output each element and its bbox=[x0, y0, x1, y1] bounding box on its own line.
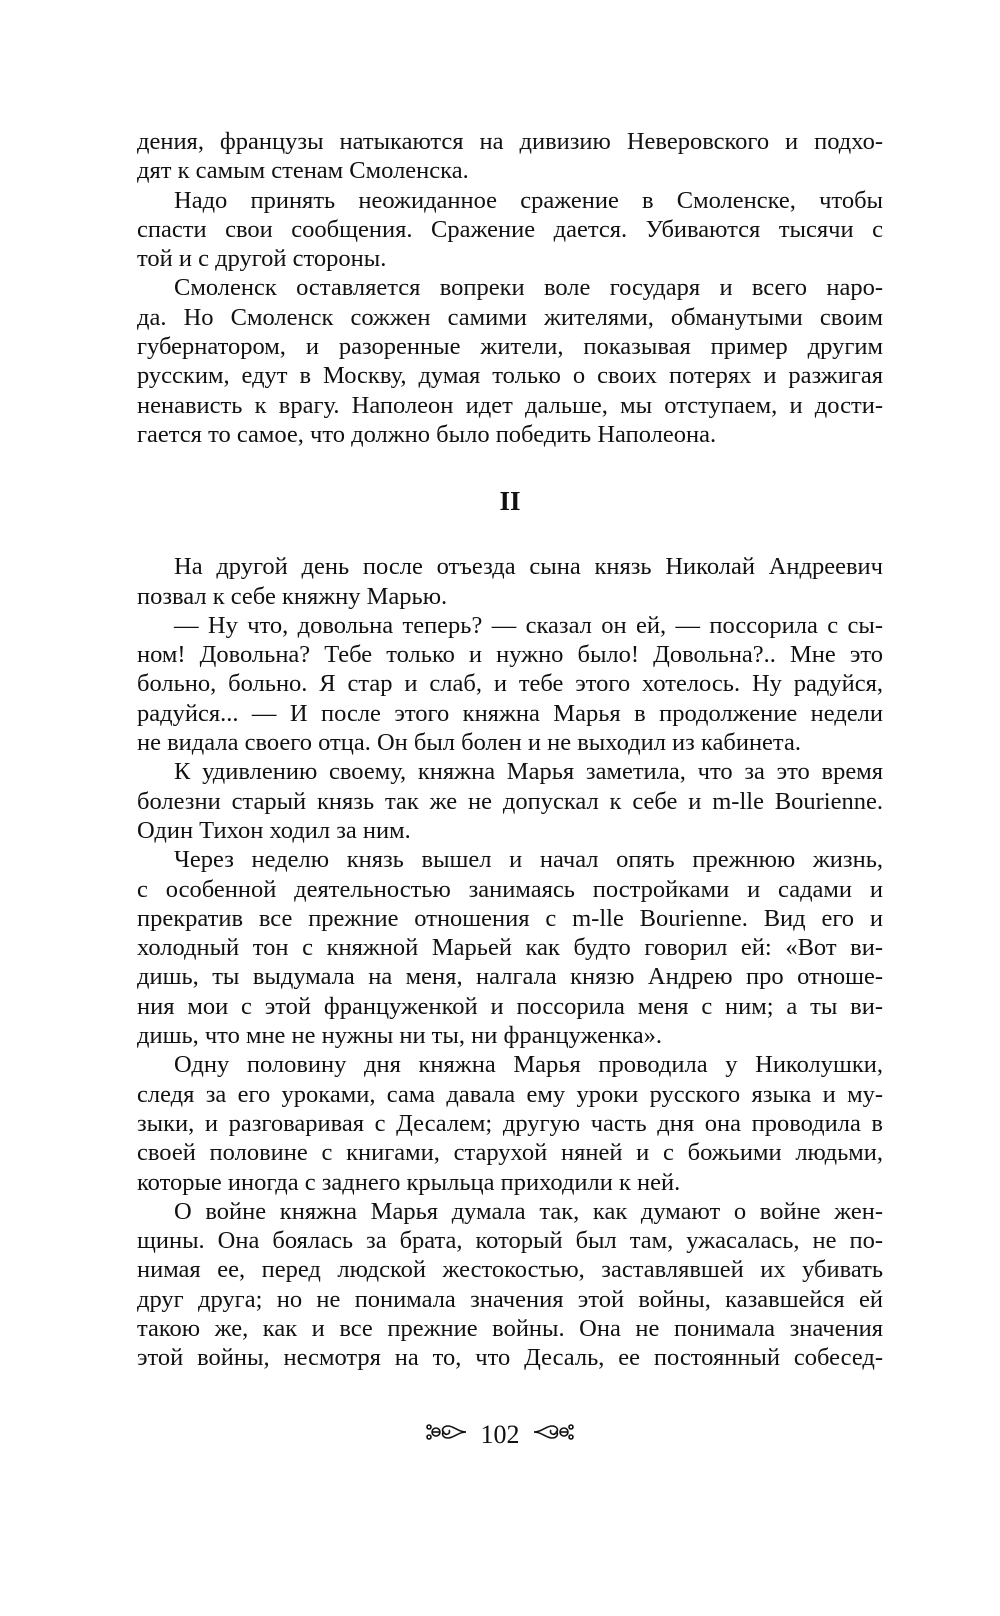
text-line: не видала своего отца. Он был болен и не выходил из кабинета. bbox=[137, 729, 801, 757]
text-line: — Ну что, довольна теперь? — сказал он ей, — поссорила с сы- bbox=[174, 611, 883, 639]
text-line: гается то самое, что должно было победить Наполеона. bbox=[137, 420, 717, 448]
text-line: дишь, что мне не нужны ни ты, ни француженка». bbox=[137, 1022, 662, 1050]
bottom-section bbox=[137, 552, 883, 1372]
text-line: ния мои с этой француженкой и поссорила меня с ним; а ты ви- bbox=[137, 992, 883, 1020]
text-line: своей половине с книгами, старухой няней и с божьими людьми, bbox=[137, 1139, 883, 1167]
text-line: да. Но Смоленск сожжен самими жителями, обманутыми своим bbox=[137, 303, 883, 331]
paragraph bbox=[137, 273, 883, 449]
text-line: спасти свои сообщения. Сражение дается. Убиваются тысячи с bbox=[137, 215, 883, 243]
text-line: дят к самым стенам Смоленска. bbox=[137, 157, 469, 185]
paragraph bbox=[137, 845, 883, 1050]
text-line: Через неделю князь вышел и начал опять прежнюю жизнь, bbox=[174, 846, 883, 874]
text-line: холодный тон с княжной Марьей как будто говорил ей: «Вот ви- bbox=[137, 934, 883, 962]
text-line: позвал к себе княжну Марью. bbox=[137, 582, 448, 610]
paragraph bbox=[137, 757, 883, 845]
page-footer bbox=[0, 1418, 1000, 1451]
paragraph bbox=[137, 127, 883, 186]
text-line: ном! Довольна? Тебе только и нужно было! Довольна?.. Мне это bbox=[137, 641, 883, 669]
text-line: той и с другой стороны. bbox=[137, 245, 387, 273]
text-line: нимая ее, перед людской жестокостью, заставлявшей их убивать bbox=[137, 1256, 883, 1284]
text-line: щины. Она боялась за брата, который был там, ужасалась, не по- bbox=[137, 1227, 883, 1255]
text-line: друг друга; но не понимала значения этой войны, казавшейся ей bbox=[137, 1285, 883, 1313]
chapter-heading: II bbox=[499, 486, 521, 517]
paragraph bbox=[137, 1050, 883, 1196]
paragraph bbox=[137, 552, 883, 611]
text-line: больно, больно. Я стар и слаб, и тебе этого хотелось. Ну радуйся, bbox=[137, 670, 883, 698]
text-line: дишь, ты выдумала на меня, налгала князю Андрею про отноше- bbox=[137, 963, 883, 991]
text-line: русским, едут в Москву, думая только о своих потерях и разжигая bbox=[137, 362, 883, 390]
text-line: такою же, как и все прежние войны. Она не понимала значения bbox=[137, 1314, 883, 1342]
text-line: Надо принять неожиданное сражение в Смоленске, чтобы bbox=[174, 186, 883, 214]
text-line: зыки, и разговаривая с Десалем; другую часть дня она проводила в bbox=[137, 1109, 883, 1137]
text-line: Одну половину дня княжна Марья проводила у Николушки, bbox=[174, 1051, 883, 1079]
text-line: К удивлению своему, княжна Марья заметила, что за это время bbox=[174, 758, 883, 786]
text-line: На другой день после отъезда сына князь Николай Андреевич bbox=[174, 553, 883, 581]
paragraph bbox=[137, 186, 883, 274]
text-line: ненависть к врагу. Наполеон идет дальше, мы отступаем, и дости- bbox=[137, 391, 883, 419]
ornament-right-icon bbox=[532, 1420, 576, 1451]
top-section bbox=[137, 127, 883, 449]
text-line: которые иногда с заднего крыльца приходили к ней. bbox=[137, 1168, 681, 1196]
paragraph bbox=[137, 611, 883, 757]
text-line: радуйся... — И после этого княжна Марья в продолжение недели bbox=[137, 699, 883, 727]
page-text bbox=[137, 127, 883, 1373]
paragraph bbox=[137, 1197, 883, 1373]
text-line: прекратив все прежние отношения с m-lle Bourienne. Вид его и bbox=[137, 904, 883, 932]
text-line: с особенной деятельностью занимаясь постройками и садами и bbox=[137, 875, 883, 903]
text-line: дения, французы натыкаются на дивизию Неверовского и подхо- bbox=[137, 128, 883, 155]
ornament-left-icon bbox=[424, 1420, 468, 1451]
text-line: Смоленск оставляется вопреки воле государя и всего наро- bbox=[174, 274, 883, 302]
text-line: О войне княжна Марья думала так, как думают о войне жен- bbox=[174, 1197, 883, 1225]
text-line: губернатором, и разоренные жители, показывая пример другим bbox=[137, 333, 883, 361]
text-line: болезни старый князь так же не допускал к себе и m-lle Bourienne. bbox=[137, 787, 883, 815]
text-line: этой войны, несмотря на то, что Десаль, ее постоянный собесед- bbox=[137, 1344, 883, 1372]
page-number: 102 bbox=[480, 1420, 520, 1450]
text-line: Один Тихон ходил за ним. bbox=[137, 816, 411, 844]
text-line: следя за его уроками, сама давала ему уроки русского языка и му- bbox=[137, 1080, 883, 1108]
